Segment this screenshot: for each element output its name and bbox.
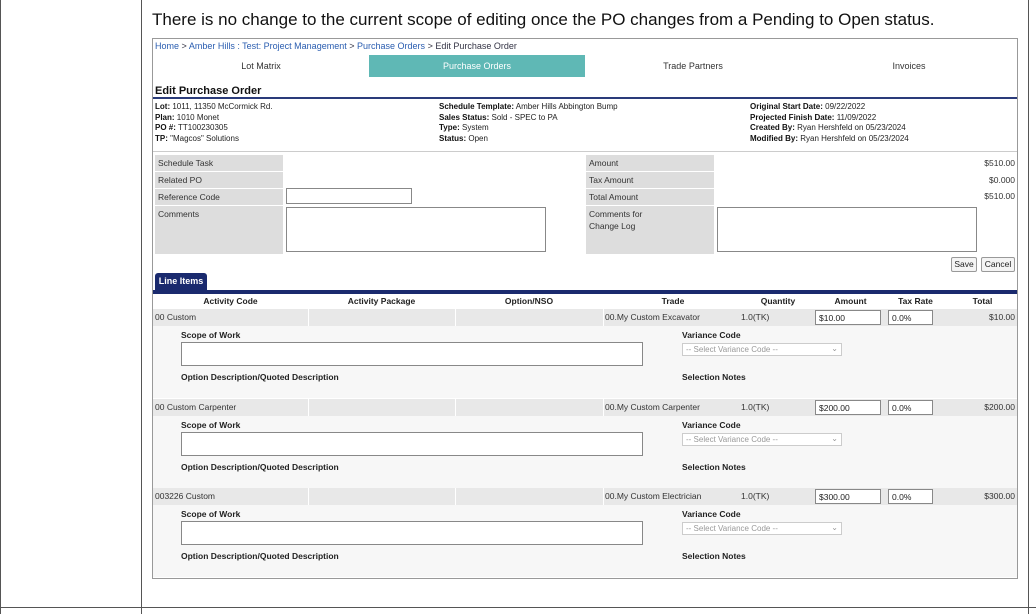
- chevron-down-icon: ⌄: [831, 344, 838, 353]
- info-col-2: Schedule Template: Amber Hills Abbington Bump Sales Status: Sold - SPEC to PA Type: System Status: Open: [439, 102, 618, 143]
- tax-amount-value: $0.000: [989, 175, 1015, 185]
- page-title: Edit Purchase Order: [155, 85, 262, 97]
- row-total: $300.00: [984, 491, 1015, 501]
- tp-value: "Magcos" Solutions: [170, 133, 239, 143]
- scope-label: Scope of Work: [181, 509, 241, 519]
- trade: 00.My Custom Excavator: [605, 312, 700, 322]
- outer-border-bottom: [0, 607, 1036, 608]
- po-value: TT100230305: [177, 123, 228, 132]
- chevron-down-icon: ⌄: [831, 523, 838, 532]
- amount-input[interactable]: [815, 400, 881, 415]
- col-activity-code: Activity Code: [203, 296, 258, 306]
- table-header: [153, 296, 1017, 308]
- option-description-label: Option Description/Quoted Description: [181, 462, 339, 472]
- tab-lot-matrix[interactable]: Lot Matrix: [153, 55, 369, 77]
- amount-value: $510.00: [984, 158, 1015, 168]
- scope-textarea[interactable]: [181, 342, 643, 366]
- breadcrumb-home[interactable]: Home: [155, 41, 180, 51]
- variance-label: Variance Code: [682, 509, 741, 519]
- variance-label: Variance Code: [682, 420, 741, 430]
- breadcrumb: [155, 41, 517, 51]
- col-option-nso: Option/NSO: [504, 296, 554, 306]
- activity-code: 003226 Custom: [155, 491, 216, 501]
- table-row: [153, 399, 1017, 416]
- trade: 00.My Custom Electrician: [605, 491, 702, 501]
- activity-code: 00 Custom Carpenter: [155, 402, 237, 412]
- modified-by-value: Ryan Hershfeld on 05/23/2024: [800, 133, 909, 143]
- row-total: $10.00: [989, 312, 1015, 322]
- breadcrumb-current: Edit Purchase Order: [435, 41, 517, 51]
- quantity: 1.0(TK): [741, 402, 770, 412]
- scope-textarea[interactable]: [181, 521, 643, 545]
- type-value: System: [461, 123, 489, 132]
- line-item-details: [153, 416, 1017, 488]
- amount-input[interactable]: [815, 489, 881, 504]
- breadcrumb-section[interactable]: Purchase Orders: [357, 41, 426, 51]
- quantity: 1.0(TK): [741, 491, 770, 501]
- cancel-button[interactable]: Cancel: [981, 257, 1015, 272]
- chevron-down-icon: ⌄: [831, 434, 838, 443]
- col-trade: Trade: [661, 296, 685, 306]
- row-total: $200.00: [984, 402, 1015, 412]
- amount-label: Amount: [586, 155, 714, 171]
- screenshot-frame: [152, 38, 1018, 579]
- tax-rate-input[interactable]: [888, 489, 933, 504]
- change-log-textarea[interactable]: [717, 207, 977, 252]
- outer-border-right: [1028, 0, 1029, 614]
- activity-code: 00 Custom: [155, 312, 197, 322]
- start-date-value: 09/22/2022: [825, 102, 866, 111]
- reference-code-input[interactable]: [286, 188, 412, 204]
- variance-label: Variance Code: [682, 330, 741, 340]
- related-po-label: Related PO: [155, 172, 283, 188]
- variance-select[interactable]: -- Select Variance Code -- ⌄: [682, 433, 842, 446]
- comments-textarea[interactable]: [286, 207, 546, 252]
- breadcrumb-sep: >: [349, 41, 355, 51]
- section-divider: [153, 151, 1017, 152]
- tax-rate-input[interactable]: [888, 400, 933, 415]
- tax-rate-input[interactable]: [888, 310, 933, 325]
- line-items-bar: [153, 290, 1017, 294]
- table-row: [153, 309, 1017, 326]
- col-amount: Amount: [834, 296, 867, 306]
- created-by-value: Ryan Hershfeld on 05/23/2024: [797, 123, 906, 132]
- quantity: 1.0(TK): [741, 312, 770, 322]
- line-item-details: [153, 505, 1017, 577]
- col-activity-package: Activity Package: [347, 296, 416, 306]
- change-log-label: Comments for Change Log: [586, 206, 714, 254]
- schedule-task-label: Schedule Task: [155, 155, 283, 171]
- amount-input[interactable]: [815, 310, 881, 325]
- outer-border-left: [0, 0, 1, 614]
- tab-purchase-orders[interactable]: Purchase Orders: [369, 55, 585, 77]
- table-row: [153, 488, 1017, 505]
- line-item-details: [153, 326, 1017, 398]
- tax-amount-label: Tax Amount: [586, 172, 714, 188]
- trade: 00.My Custom Carpenter: [605, 402, 700, 412]
- column-divider: [141, 0, 142, 614]
- col-total: Total: [972, 296, 993, 306]
- selection-notes-label: Selection Notes: [682, 551, 746, 561]
- scope-label: Scope of Work: [181, 330, 241, 340]
- save-button[interactable]: Save: [951, 257, 977, 272]
- col-tax-rate: Tax Rate: [898, 296, 933, 306]
- col-quantity: Quantity: [760, 296, 796, 306]
- total-amount-value: $510.00: [984, 191, 1015, 201]
- tab-trade-partners[interactable]: Trade Partners: [585, 55, 801, 77]
- breadcrumb-community[interactable]: Amber Hills : Test: Project Management: [188, 41, 347, 51]
- total-amount-label: Total Amount: [586, 189, 714, 205]
- selection-notes-label: Selection Notes: [682, 372, 746, 382]
- breadcrumb-sep: >: [181, 41, 187, 51]
- variance-select[interactable]: -- Select Variance Code -- ⌄: [682, 522, 842, 535]
- selection-notes-label: Selection Notes: [682, 462, 746, 472]
- nav-tabs: [153, 55, 1017, 77]
- plan-value: 1010 Monet: [176, 112, 220, 122]
- variance-select[interactable]: -- Select Variance Code -- ⌄: [682, 343, 842, 356]
- option-description-label: Option Description/Quoted Description: [181, 372, 339, 382]
- sales-status-value: Sold - SPEC to PA: [491, 112, 558, 122]
- finish-date-value: 11/09/2022: [836, 112, 877, 122]
- option-description-label: Option Description/Quoted Description: [181, 551, 339, 561]
- scope-label: Scope of Work: [181, 420, 241, 430]
- info-col-3: Original Start Date: 09/22/2022 Projected Finish Date: 11/09/2022 Created By: Ryan Hershfeld on 05/23/2024 Modified By: Ryan Hershfeld on 05/23/2024: [750, 102, 909, 143]
- title-divider: [153, 97, 1017, 99]
- status-value: Open: [468, 133, 488, 143]
- tab-invoices[interactable]: Invoices: [801, 55, 1017, 77]
- tab-line-items[interactable]: Line Items: [155, 273, 207, 290]
- scope-textarea[interactable]: [181, 432, 643, 456]
- template-value: Amber Hills Abbington Bump: [515, 102, 618, 111]
- info-col-1: Lot: 1011, 11350 McCormick Rd. Plan: 1010 Monet PO #: TT100230305 TP: "Magcos" Solutions: [155, 102, 273, 143]
- heading: There is no change to the current scope of editing once the PO changes from a Pending to Open status.: [152, 10, 935, 29]
- lot-value: 1011, 11350 McCormick Rd.: [172, 102, 273, 111]
- comments-label: Comments: [155, 206, 283, 254]
- breadcrumb-sep: >: [427, 41, 433, 51]
- reference-code-label: Reference Code: [155, 189, 283, 205]
